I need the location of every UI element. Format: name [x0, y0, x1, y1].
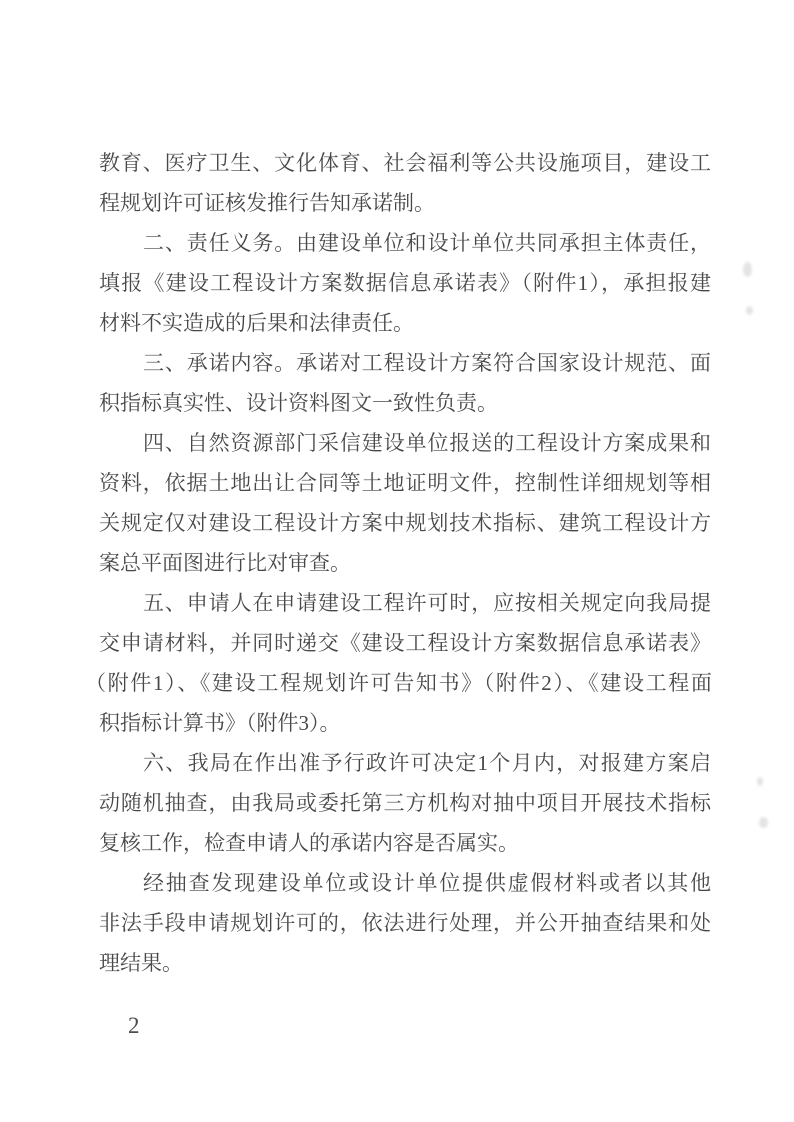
text-line: 六、我局在作出准予行政许可决定1个月内，对报建方案启 — [143, 751, 711, 775]
text-line: 三、承诺内容。承诺对工程设计方案符合国家设计规范、面 — [143, 351, 711, 375]
text-line: 教育、医疗卫生、文化体育、社会福利等公共设施项目，建设工 — [99, 151, 711, 175]
text-line: 积指标计算书》（附件3）。 — [99, 711, 341, 735]
text-line: 经抽查发现建设单位或设计单位提供虚假材料或者以其他 — [143, 871, 711, 895]
text-line: 填报《建设工程设计方案数据信息承诺表》（附件1），承担报建 — [99, 271, 711, 295]
text-line: 五、申请人在申请建设工程许可时，应按相关规定向我局提 — [143, 591, 711, 615]
text-line: 复核工作，检查申请人的承诺内容是否属实。 — [99, 831, 519, 855]
text-line: 动随机抽查，由我局或委托第三方机构对抽中项目开展技术指标 — [99, 791, 711, 815]
text-line: 非法手段申请规划许可的，依法进行处理，并公开抽查结果和处 — [99, 911, 711, 935]
text-line: 二、责任义务。由建设单位和设计单位共同承担主体责任， — [143, 231, 711, 255]
text-line: 程规划许可证核发推行告知承诺制。 — [99, 191, 435, 215]
text-line: 材料不实造成的后果和法律责任。 — [99, 311, 414, 335]
scan-artifact — [759, 817, 768, 828]
text-line: 四、自然资源部门采信建设单位报送的工程设计方案成果和 — [143, 431, 711, 455]
scan-artifact — [746, 306, 753, 315]
page-number: 2 — [128, 1013, 140, 1038]
text-line: （附件1）、《建设工程规划许可告知书》（附件2）、《建设工程面 — [85, 671, 711, 695]
scan-artifact — [757, 777, 763, 786]
document-body-text — [85, 143, 711, 983]
text-line: 资料，依据土地出让合同等土地证明文件，控制性详细规划等相 — [99, 471, 711, 495]
text-line: 案总平面图进行比对审查。 — [99, 551, 351, 575]
scan-artifact — [743, 262, 752, 277]
text-line: 关规定仅对建设工程设计方案中规划技术指标、建筑工程设计方 — [99, 511, 711, 535]
text-line: 积指标真实性、设计资料图文一致性负责。 — [99, 391, 498, 415]
text-line: 理结果。 — [99, 951, 183, 975]
text-line: 交申请材料，并同时递交《建设工程设计方案数据信息承诺表》 — [99, 631, 711, 655]
